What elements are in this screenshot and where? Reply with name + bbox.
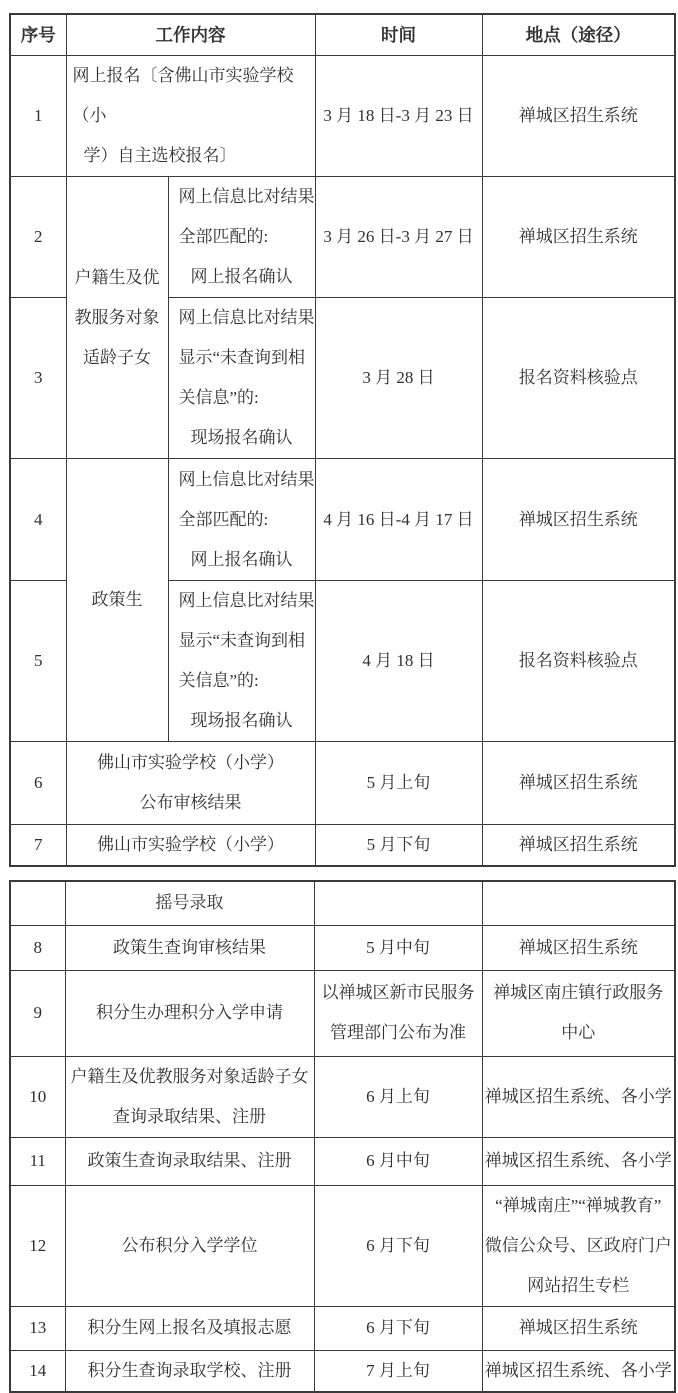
row7b-content-cell: 摇号录取 [65,881,314,925]
row5-place-cell: 报名资料核验点 [482,581,675,742]
row12-content-cell: 公布积分入学学位 [65,1185,314,1306]
text-line: 网上信息比对结果 [178,187,315,206]
text-line: 适龄子女 [83,347,151,367]
row11-content-cell: 政策生查询录取结果、注册 [65,1137,314,1185]
text-line: 关信息”的: [178,671,259,690]
table-row [10,825,675,867]
text-line: 显示“未查询到相 [178,631,306,650]
group-cell-policy-students: 政策生 [66,459,168,742]
row13-place-cell: 禅城区招生系统 [482,1306,675,1350]
row7-content-cell: 佛山市实验学校（小学） [66,825,315,867]
table-row [10,1306,675,1350]
table-row [10,1056,675,1137]
text-line: 现场报名确认 [190,711,293,730]
table-row [10,742,675,825]
header-row [10,14,675,56]
row6-place-cell: 禅城区招生系统 [482,742,675,825]
row8-place-cell: 禅城区招生系统 [482,925,675,970]
text-line: 网上信息比对结果 [178,591,315,610]
row2-content-cell [168,177,315,298]
row8-content-cell: 政策生查询审核结果 [65,925,314,970]
row7-no-cell: 7 [10,825,66,867]
table-row [10,970,675,1056]
text-line: 公布审核结果 [139,793,242,812]
text-line: 户籍生及优 [74,267,160,287]
row12-no-cell: 12 [10,1185,65,1306]
schedule-table-part-1 [9,13,676,867]
row3-place-cell: 报名资料核验点 [482,298,675,459]
text-line: 关信息”的: [178,388,259,407]
row5-content-cell [168,581,315,742]
row3-time-cell: 3 月 28 日 [315,298,482,459]
row11-no-cell: 11 [10,1137,65,1185]
header-col-content: 工作内容 [66,14,315,56]
table-row [10,1185,675,1306]
row5-no-cell: 5 [10,581,66,742]
text-line: 微信公众号、区政府门户 [484,1235,672,1255]
text-line: 全部匹配的: [178,509,269,529]
row7b-no-cell [10,881,65,925]
schedule-table-part-2 [9,880,676,1393]
text-line: 显示“未查询到相 [178,348,306,367]
row13-time-cell: 6 月下旬 [314,1306,482,1350]
text-line: 学）自主选校报名〕 [83,146,237,165]
row1-no-cell: 1 [10,56,66,177]
text-line: 中心 [561,1023,596,1042]
table-row [10,459,675,581]
text-line: 网上报名确认 [190,549,293,569]
row9-time-cell [314,970,482,1056]
row12-place-cell [482,1185,675,1306]
row14-no-cell: 14 [10,1350,65,1392]
row4-no-cell: 4 [10,459,66,581]
row2-place-cell: 禅城区招生系统 [482,177,675,298]
table-row [10,177,675,298]
text-line: 网上报名〔含佛山市实验学校（小 [72,66,294,125]
row10-time-cell: 6 月上旬 [314,1056,482,1137]
row13-no-cell: 13 [10,1306,65,1350]
row9-place-cell [482,970,675,1056]
text-line: 网上报名确认 [190,267,293,286]
row1-content-cell [66,56,315,177]
row5-time-cell: 4 月 18 日 [315,581,482,742]
text-line: 管理部门公布为准 [330,1023,466,1042]
row7b-place-cell [482,881,675,925]
row1-time-cell: 3 月 18 日-3 月 23 日 [315,56,482,177]
row14-content-cell: 积分生查询录取学校、注册 [65,1350,314,1392]
row10-no-cell: 10 [10,1056,65,1137]
row8-no-cell: 8 [10,925,65,970]
row6-content-cell [66,742,315,825]
row8-time-cell: 5 月中旬 [314,925,482,970]
row4-time-cell: 4 月 16 日-4 月 17 日 [315,459,482,581]
row9-no-cell: 9 [10,970,65,1056]
text-line: 教服务对象 [74,307,160,327]
text-line: 网上信息比对结果 [178,308,315,327]
row3-no-cell: 3 [10,298,66,459]
row2-time-cell: 3 月 26 日-3 月 27 日 [315,177,482,298]
text-line: 查询录取结果、注册 [113,1106,266,1126]
row2-no-cell: 2 [10,177,66,298]
table-row [10,881,675,925]
row1-place-cell: 禅城区招生系统 [482,56,675,177]
text-line: 禅城区南庄镇行政服务 [493,983,664,1002]
row14-time-cell: 7 月上旬 [314,1350,482,1392]
table-row [10,1137,675,1185]
text-line: 全部匹配的: [178,227,269,246]
text-line: 以禅城区新市民服务 [321,983,475,1002]
text-line: 佛山市实验学校（小学） [97,753,284,772]
text-line: 现场报名确认 [190,428,293,447]
row4-content-cell [168,459,315,581]
header-col-no: 序号 [10,14,66,56]
row7-time-cell: 5 月下旬 [315,825,482,867]
text-line: “禅城南庄”“禅城教育” [495,1195,662,1215]
group-cell-resident-students [66,177,168,459]
text-line: 网上信息比对结果 [178,469,315,489]
row3-content-cell [168,298,315,459]
row7b-time-cell [314,881,482,925]
header-col-time: 时间 [315,14,482,56]
row4-place-cell: 禅城区招生系统 [482,459,675,581]
text-line: 网站招生专栏 [527,1275,630,1295]
row11-place-cell: 禅城区招生系统、各小学 [482,1137,675,1185]
text-line: 户籍生及优教服务对象适龄子女 [70,1066,309,1086]
row7-place-cell: 禅城区招生系统 [482,825,675,867]
table-row [10,1350,675,1392]
row13-content-cell: 积分生网上报名及填报志愿 [65,1306,314,1350]
row6-time-cell: 5 月上旬 [315,742,482,825]
table-row [10,925,675,970]
row10-place-cell: 禅城区招生系统、各小学 [482,1056,675,1137]
table-row [10,56,675,177]
row9-content-cell: 积分生办理积分入学申请 [65,970,314,1056]
row6-no-cell: 6 [10,742,66,825]
header-col-place: 地点（途径） [482,14,675,56]
row14-place-cell: 禅城区招生系统、各小学 [482,1350,675,1392]
row11-time-cell: 6 月中旬 [314,1137,482,1185]
row10-content-cell [65,1056,314,1137]
row12-time-cell: 6 月下旬 [314,1185,482,1306]
